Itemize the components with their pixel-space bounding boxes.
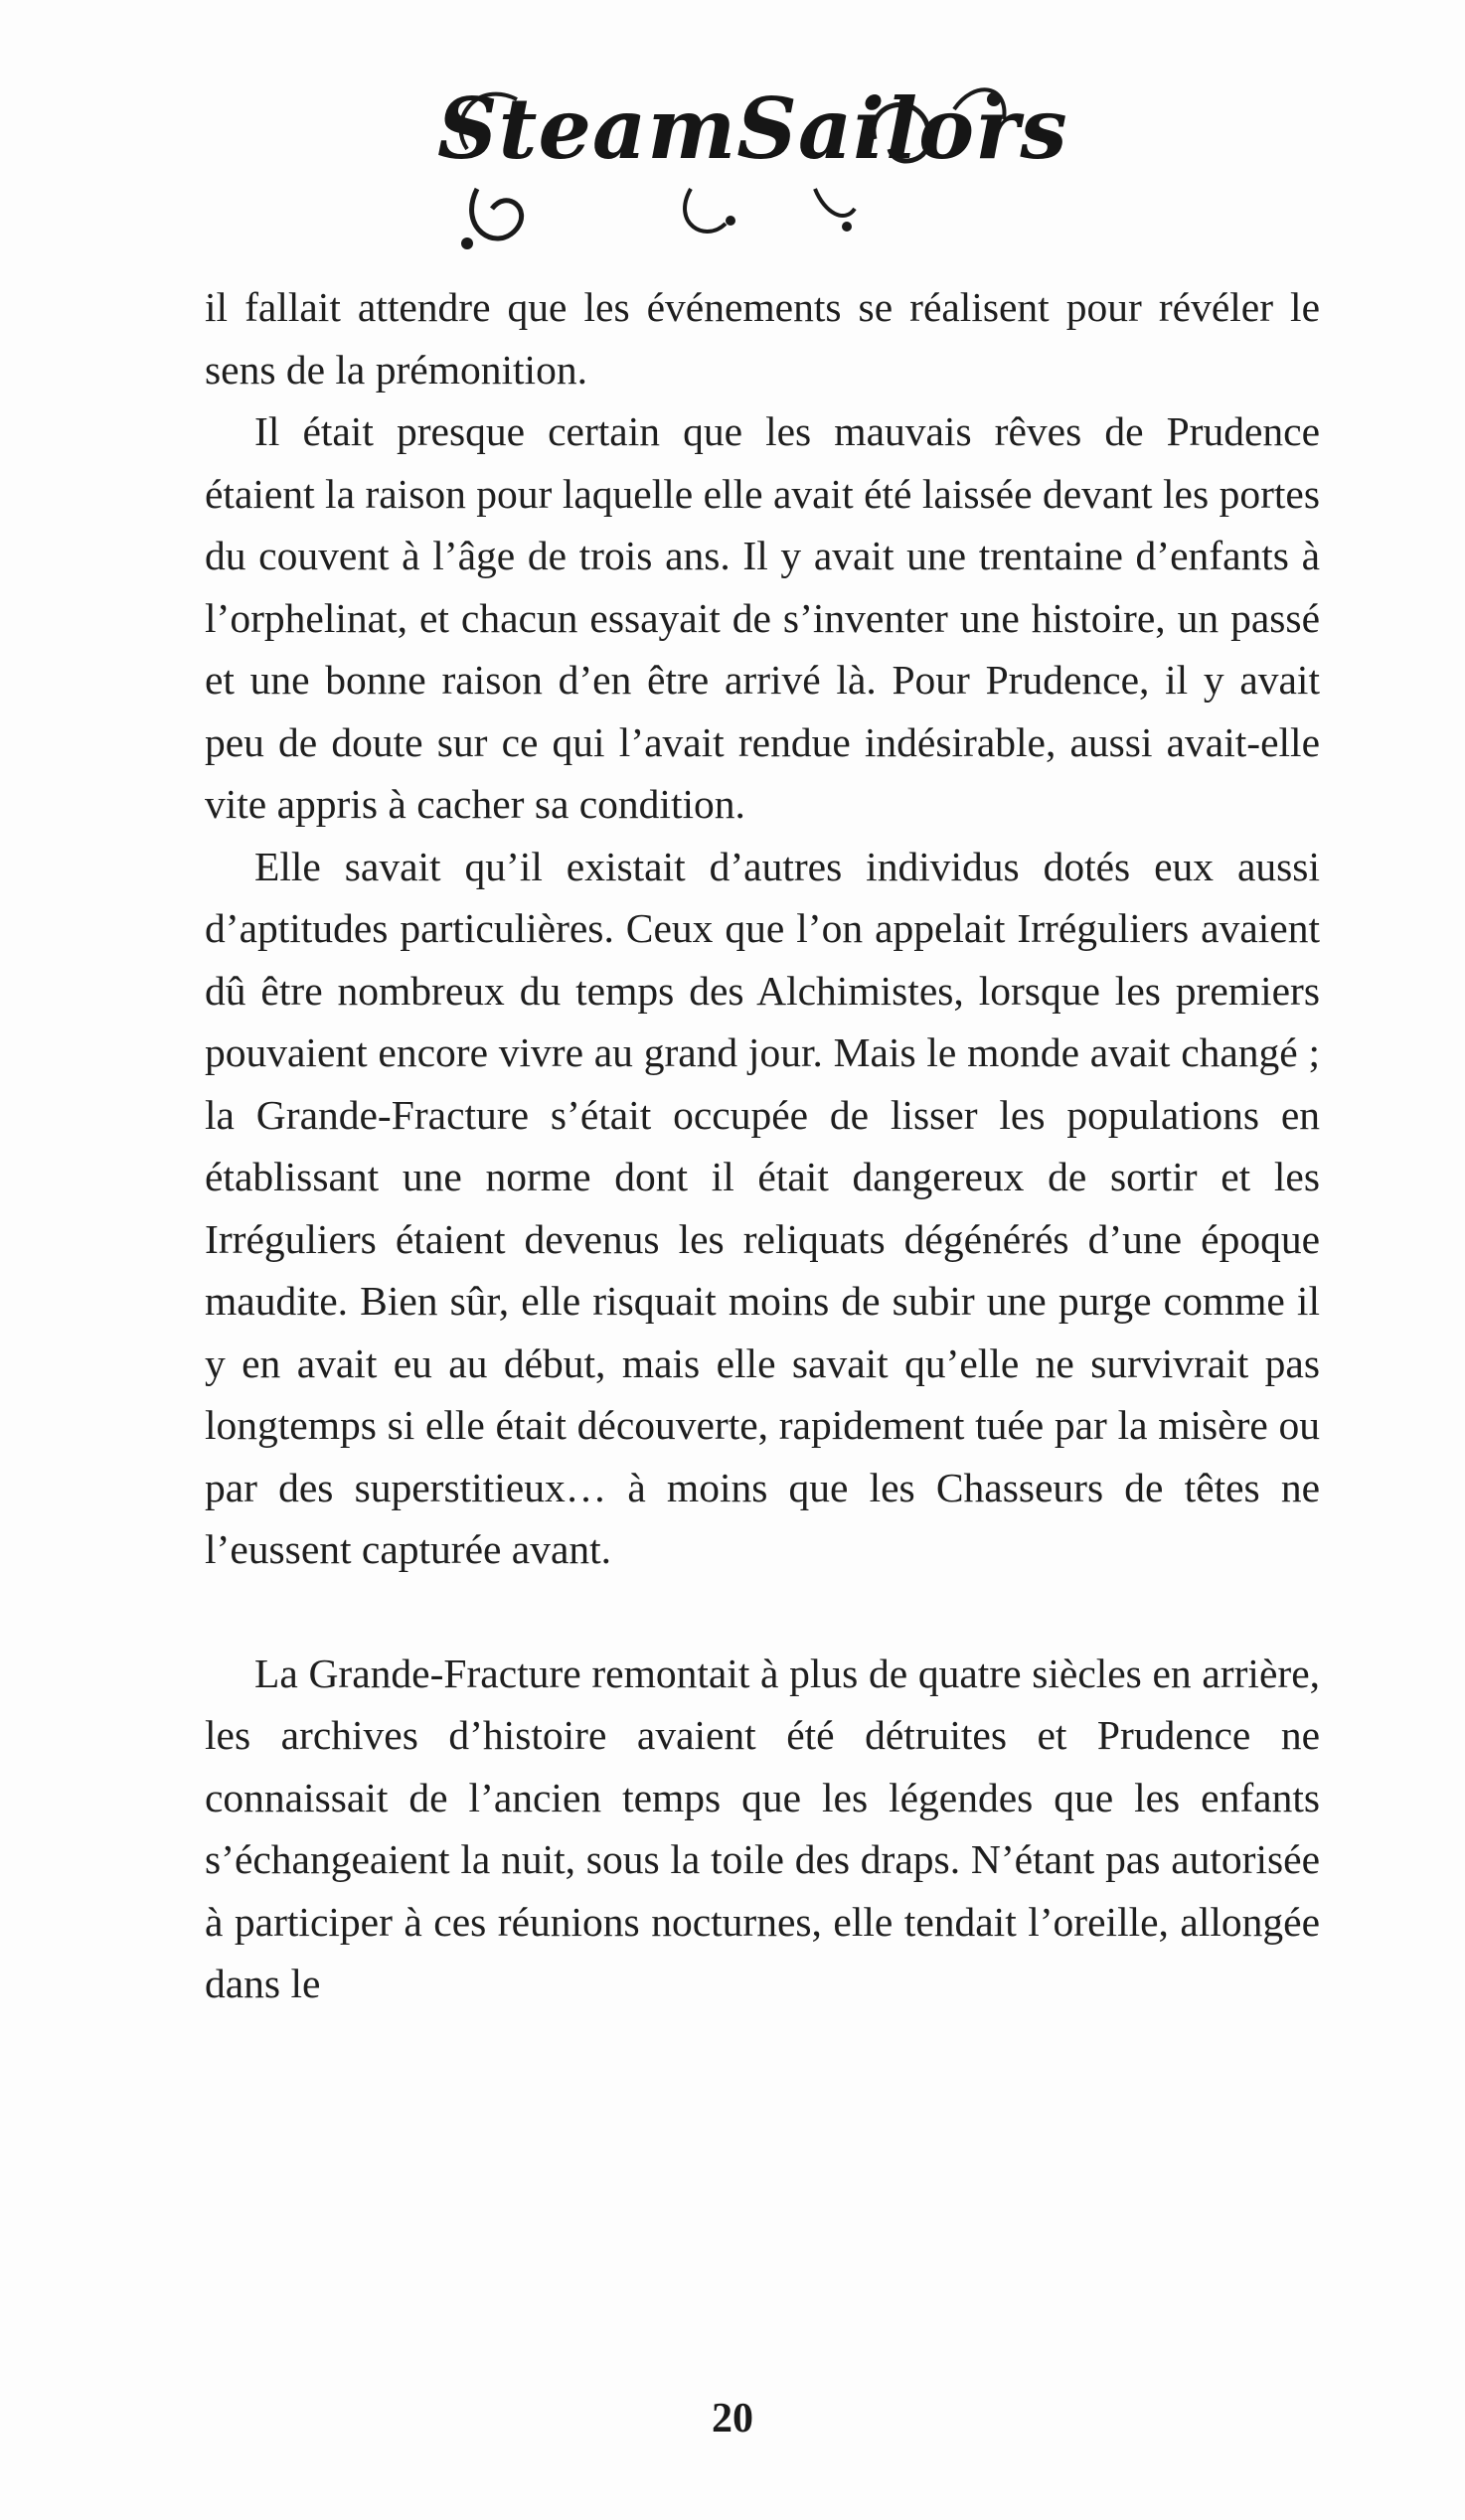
paragraph: La Grande-Fracture remontait à plus de quatre siècles en arrière, les archives d’histoire avaient été détruites et Prudence ne connaissait de l’ancien temps que les légendes que les enfants s’échangeaient la nuit, sous la toile des draps. N’étant pas autorisée à participer à ces réunions nocturnes, elle tendait l’oreille, allongée dans le — [205, 1650, 1320, 2006]
page-number: 20 — [712, 2396, 753, 2441]
paragraph: il fallait attendre que les événements se réalisent pour révéler le sens de la prémonition. — [205, 284, 1320, 393]
body-text — [205, 276, 1320, 2015]
running-header — [437, 40, 1068, 258]
series-logo: SteamSailors — [437, 79, 1068, 178]
paragraph: Il était presque certain que les mauvais rêves de Prudence étaient la raison pour laquelle elle avait été laissée devant les portes du couvent à l’âge de trois ans. Il y avait une trentaine d’enfants à l’orphelinat, et chacun essayait de s’inventer une histoire, un passé et une bonne raison d’en être arrivé là. Pour Prudence, il y avait peu de doute sur ce qui l’avait rendue indésirable, aussi avait-elle vite appris à cacher sa condition. — [205, 408, 1320, 827]
paragraph: Elle savait qu’il existait d’autres individus dotés eux aussi d’aptitudes particulières. Ceux que l’on appelait Irréguliers avaient dû être nombreux du temps des Alchimistes, lorsque les premiers pouvaient encore vivre au grand jour. Mais le monde avait changé ; la Grande-Fracture s’était occupée de lisser les populations en établissant une norme dont il était dangereux de sortir et les Irréguliers étaient devenus les reliquats dégénérés d’une époque maudite. Bien sûr, elle risquait moins de subir une purge comme il y en avait eu au début, mais elle savait qu’elle ne survivrait pas longtemps si elle était découverte, rapidement tuée par la misère ou par des superstitieux… à moins que les Chasseurs de têtes ne l’eussent capturée avant. — [205, 843, 1320, 1572]
